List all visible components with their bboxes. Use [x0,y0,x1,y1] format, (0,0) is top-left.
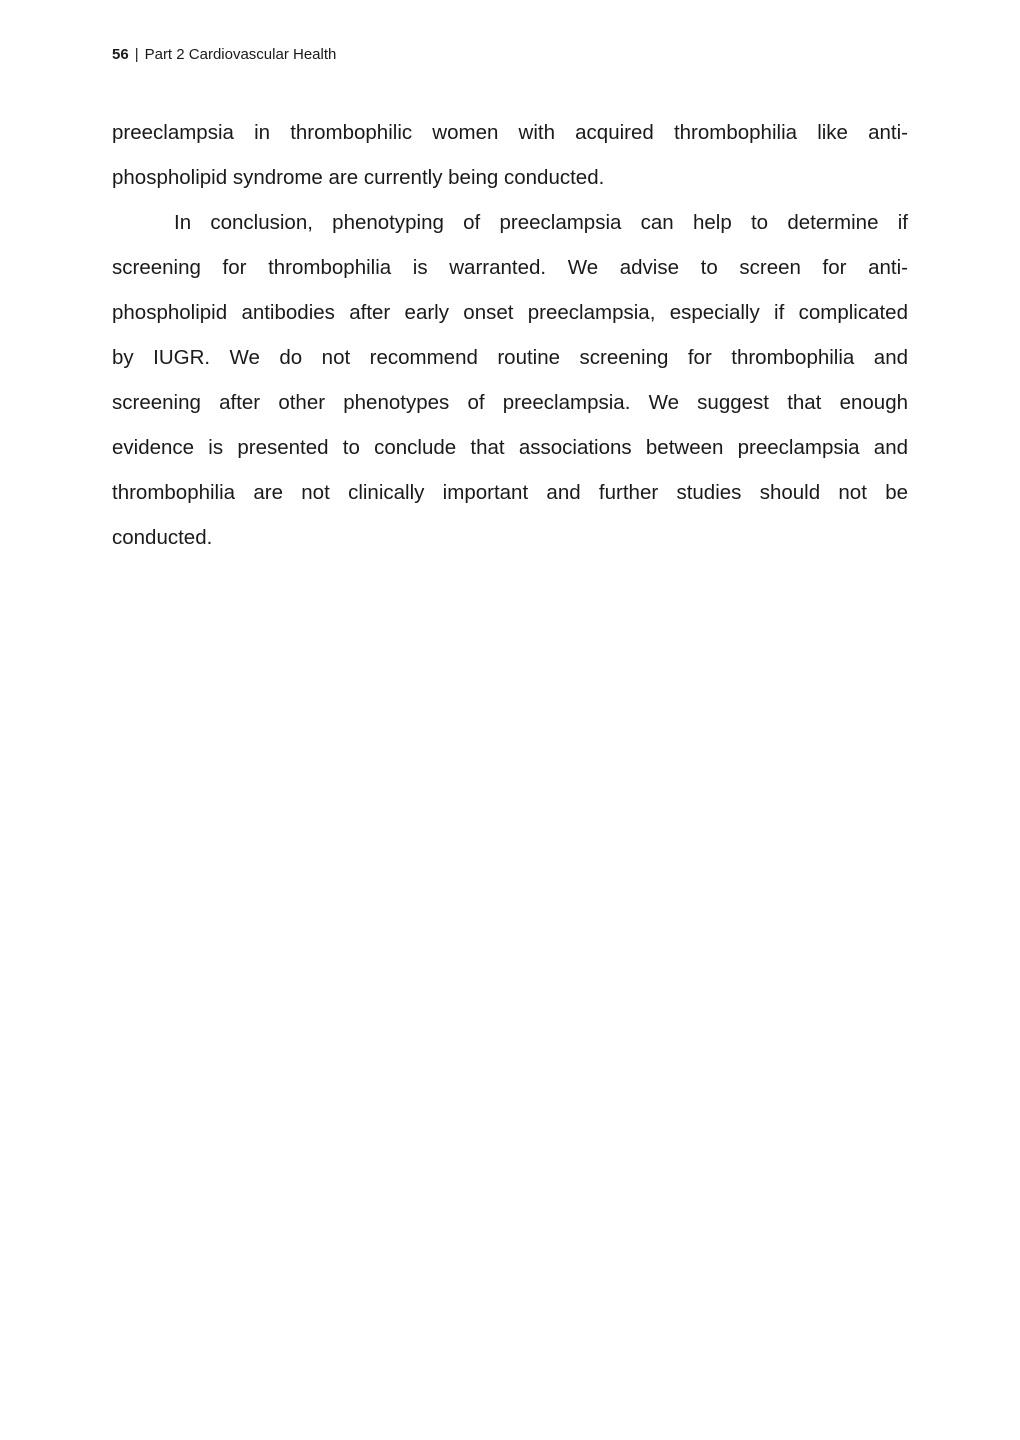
paragraph-line: phospholipid syndrome are currently being conducted. [112,166,605,189]
paragraph-line: evidence is presented to conclude that associations between preeclampsia and [112,436,908,459]
paragraph-line: conducted. [112,526,213,549]
page-header [112,46,908,64]
paragraph [112,110,908,200]
paragraph-line: thrombophilia are not clinically important and further studies should not be [112,481,908,504]
paragraph-line: preeclampsia in thrombophilic women with acquired thrombophilia like anti- [112,121,908,144]
paragraph-line: screening after other phenotypes of preeclampsia. We suggest that enough [112,391,908,414]
paragraph-line: In conclusion, phenotyping of preeclampsia can help to determine if [174,211,908,234]
header-separator: | [134,46,139,63]
paragraph-line: screening for thrombophilia is warranted. We advise to screen for anti- [112,256,908,279]
paragraph [112,200,908,560]
paragraph-line: phospholipid antibodies after early onset preeclampsia, especially if complicated [112,301,908,324]
paragraph-line: by IUGR. We do not recommend routine screening for thrombophilia and [112,346,908,369]
document-body [112,110,908,560]
page-number: 56 [112,46,129,63]
section-title: Part 2 Cardiovascular Health [144,46,337,63]
